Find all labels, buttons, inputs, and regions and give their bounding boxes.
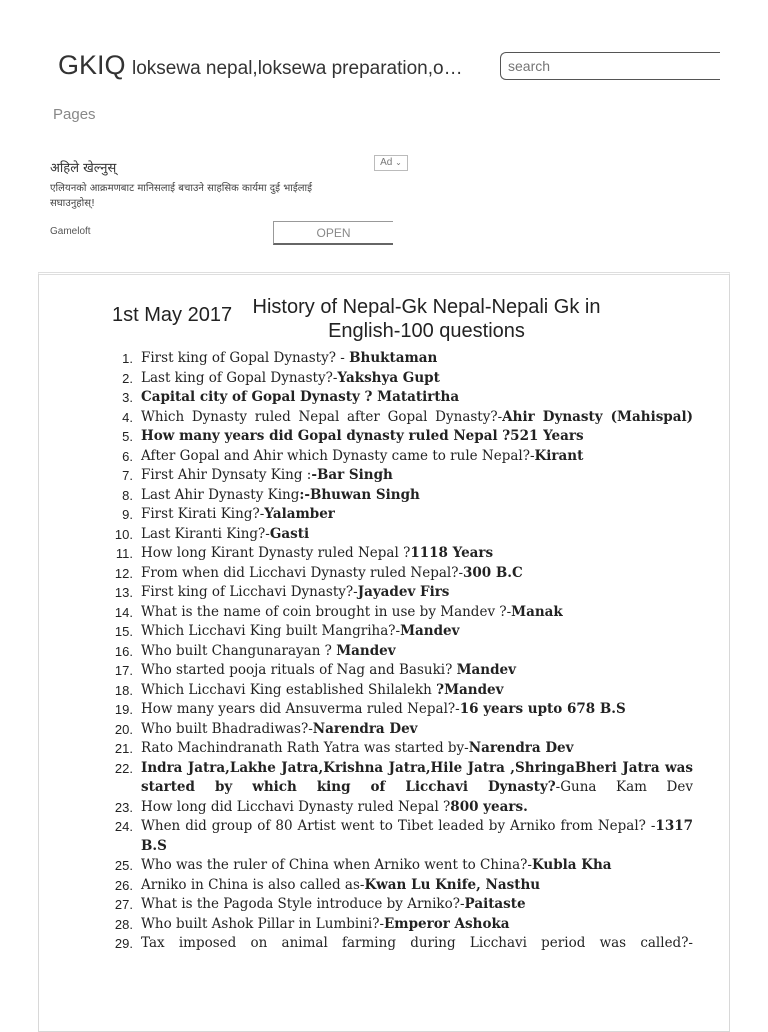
question-number: 27. [114,897,133,912]
question-item [39,525,693,545]
ad-badge[interactable] [374,155,408,171]
question-text [141,623,459,639]
question-item [39,447,693,467]
search-input[interactable] [500,52,720,80]
question-number: 13. [114,585,133,600]
question-answer: Narendra Dev [468,740,574,756]
question-item [39,466,693,486]
question-text [141,759,693,798]
question-text [141,934,693,954]
question-answer: Narendra Dev [312,720,418,737]
question-item [39,349,693,369]
question-number: 2. [122,370,133,386]
question-item [39,661,693,681]
question-text [141,350,437,366]
question-number: 10. [114,526,133,542]
question-answer: Ahir Dynasty (Mahispal) [502,408,693,425]
question-prompt: First king of Licchavi Dynasty?- [141,584,358,600]
question-number: 4. [122,409,133,425]
question-text [141,916,510,932]
question-answer: Kubla Kha [531,857,612,873]
question-item [39,876,693,896]
question-prompt: What is the Pagoda Style introduce by Arniko?- [141,896,465,912]
question-text [141,877,540,893]
question-text [141,662,516,678]
question-number: 24. [114,819,133,834]
question-text [141,721,418,737]
question-answer: -Guna Kam Dev [555,779,693,795]
question-item [39,544,693,564]
question-number: 19. [114,702,133,717]
question-number: 12. [114,565,133,581]
question-text [141,857,612,873]
question-prompt: Arniko in China is also called as- [141,876,365,893]
question-prompt: Who built Ashok Pillar in Lumbini?- [141,915,385,932]
question-number: 17. [114,663,133,678]
question-number: 29. [114,936,133,951]
question-bold-text: How many years did Gopal dynasty ruled Nepal ?521 Years [141,428,584,444]
question-answer: Gasti [269,525,310,542]
question-answer: Mandev [336,642,396,659]
question-text [141,604,563,620]
question-number: 11. [115,546,133,561]
question-item [39,622,693,642]
question-number: 5. [122,429,133,444]
question-item [39,934,693,954]
question-item [39,720,693,740]
question-number: 7. [122,468,133,483]
question-number: 1. [122,351,133,366]
question-prompt: How long Kirant Dynasty ruled Nepal ? [141,545,411,561]
question-answer: Manak [511,603,563,620]
question-item [39,681,693,701]
question-item [39,700,693,720]
question-text [141,428,584,444]
question-number: 14. [114,604,133,620]
question-answer: :-Bhuwan Singh [299,486,420,503]
question-prompt: After Gopal and Ahir which Dynasty came to rule Nepal?- [141,447,535,464]
question-item [39,915,693,935]
post-title: History of Nepal-Gk Nepal-Nepali Gk in English-100 questions [252,296,601,342]
post-date: 1st May 2017 [112,304,233,326]
question-number: 23. [114,799,133,815]
ad-open-button[interactable]: OPEN [273,221,393,245]
ad-title[interactable]: अहिले खेल्नुस् [50,161,117,176]
question-number: 9. [122,507,133,522]
question-answer: 800 years. [450,798,528,815]
question-text [141,448,583,464]
question-text [141,817,693,856]
question-text [141,896,526,912]
question-answer: Mandev [456,662,516,678]
question-text [141,370,440,386]
site-brand[interactable]: GKIQ [58,50,126,80]
question-prompt: First Ahir Dynsaty King : [141,467,312,483]
question-text [141,584,449,600]
question-item [39,388,693,408]
question-number: 20. [114,721,133,737]
question-text [141,467,393,483]
document-page [38,272,730,1032]
question-number: 15. [114,624,133,639]
question-item [39,408,693,428]
question-text [141,682,503,698]
question-number: 18. [114,682,133,698]
question-text [141,506,335,522]
question-number: 28. [114,916,133,932]
question-item [39,486,693,506]
question-answer: 1118 Years [410,545,494,561]
question-answer: Yakshya Gupt [337,369,440,386]
question-answer: Jayadev Firs [357,584,450,600]
question-text [141,408,693,428]
question-prompt: Rato Machindranath Rath Yatra was started by- [141,740,469,756]
question-prompt: Which Dynasty ruled Nepal after Gopal Dynasty?- [141,408,503,425]
question-text [141,740,573,756]
question-bold-text: Capital city of Gopal Dynasty ? Matatirtha [141,389,460,405]
question-text [141,545,493,561]
question-item [39,759,693,798]
question-prompt: Who built Bhadradiwas?- [141,720,313,737]
question-item [39,369,693,389]
question-list [39,349,693,954]
question-text [141,526,309,542]
question-text [141,799,528,815]
question-answer: ?Mandev [436,681,504,698]
question-answer: 16 years upto 678 B.S [459,701,626,717]
question-answer: 300 B.C [463,564,523,581]
question-number: 6. [122,448,133,464]
ad-description: एलियनको आक्रमणबाट मानिसलाई बचाउने साहसिक कार्यमा दुई भाईलाई सघाउनुहोस्! [50,183,313,209]
question-number: 3. [122,390,133,405]
question-bold-text: Indra Jatra,Lakhe Jatra,Krishna Jatra,Hile Jatra ,ShringaBheri Jatra was started by which king of Licchavi Dynasty? [141,759,693,795]
question-prompt: First Kirati King?- [141,506,265,522]
ad-banner[interactable] [0,150,768,260]
question-item [39,798,693,818]
question-answer: Mandev [400,623,460,639]
question-prompt: From when did Licchavi Dynasty ruled Nepal?- [141,564,464,581]
question-answer: Yalamber [264,506,335,522]
question-number: 8. [122,487,133,503]
question-prompt: Who built Changunarayan ? [141,642,337,659]
question-prompt: How many years did Ansuverma ruled Nepal?- [141,701,460,717]
question-prompt: Last king of Gopal Dynasty?- [141,369,338,386]
question-text [141,487,420,503]
question-prompt: Which Licchavi King built Mangriha?- [141,623,401,639]
question-number: 26. [114,877,133,893]
pages-menu[interactable]: Pages [53,106,96,123]
question-prompt: Last Ahir Dynasty King [141,486,300,503]
question-prompt: Who was the ruler of China when Arniko went to China?- [141,857,532,873]
question-prompt: Who started pooja rituals of Nag and Basuki? [141,662,457,678]
question-answer: Emperor Ashoka [384,915,510,932]
question-text [141,389,459,405]
question-answer: Bhuktaman [349,350,438,366]
question-item [39,739,693,759]
question-prompt: What is the name of coin brought in use by Mandev ?- [141,603,512,620]
site-tagline: loksewa nepal,loksewa preparation,o… [132,58,463,79]
question-answer: Kirant [534,447,584,464]
question-item [39,895,693,915]
ad-advertiser: Gameloft [50,226,91,237]
question-answer: Paitaste [464,896,526,912]
question-item [39,817,693,856]
question-text [141,643,396,659]
question-text [141,701,626,717]
question-item [39,642,693,662]
site-header [0,0,768,123]
question-prompt: When did group of 80 Artist went to Tibet leaded by Arniko from Nepal? - [141,818,656,834]
ad-badge-label: Ad [380,157,393,168]
question-number: 25. [114,858,133,873]
question-number: 21. [114,741,133,756]
question-prompt: First king of Gopal Dynasty? - [141,350,350,366]
question-number: 16. [114,643,133,659]
question-prompt: How long did Licchavi Dynasty ruled Nepal ? [141,798,451,815]
question-prompt: Tax imposed on animal farming during Licchavi period was called?- [141,935,693,951]
question-item [39,564,693,584]
question-item [39,427,693,447]
question-prompt: Last Kiranti King?- [141,525,270,542]
question-answer: Kwan Lu Knife, Nasthu [364,876,541,893]
question-answer: 1317 B.S [141,818,693,854]
question-item [39,505,693,525]
question-item [39,856,693,876]
question-prompt: Which Licchavi King established Shilalekh [141,681,437,698]
question-answer: -Bar Singh [311,467,393,483]
question-item [39,603,693,623]
question-text [141,565,523,581]
question-number: 22. [114,760,133,776]
chevron-down-icon: ⌄ [395,158,402,167]
question-item [39,583,693,603]
